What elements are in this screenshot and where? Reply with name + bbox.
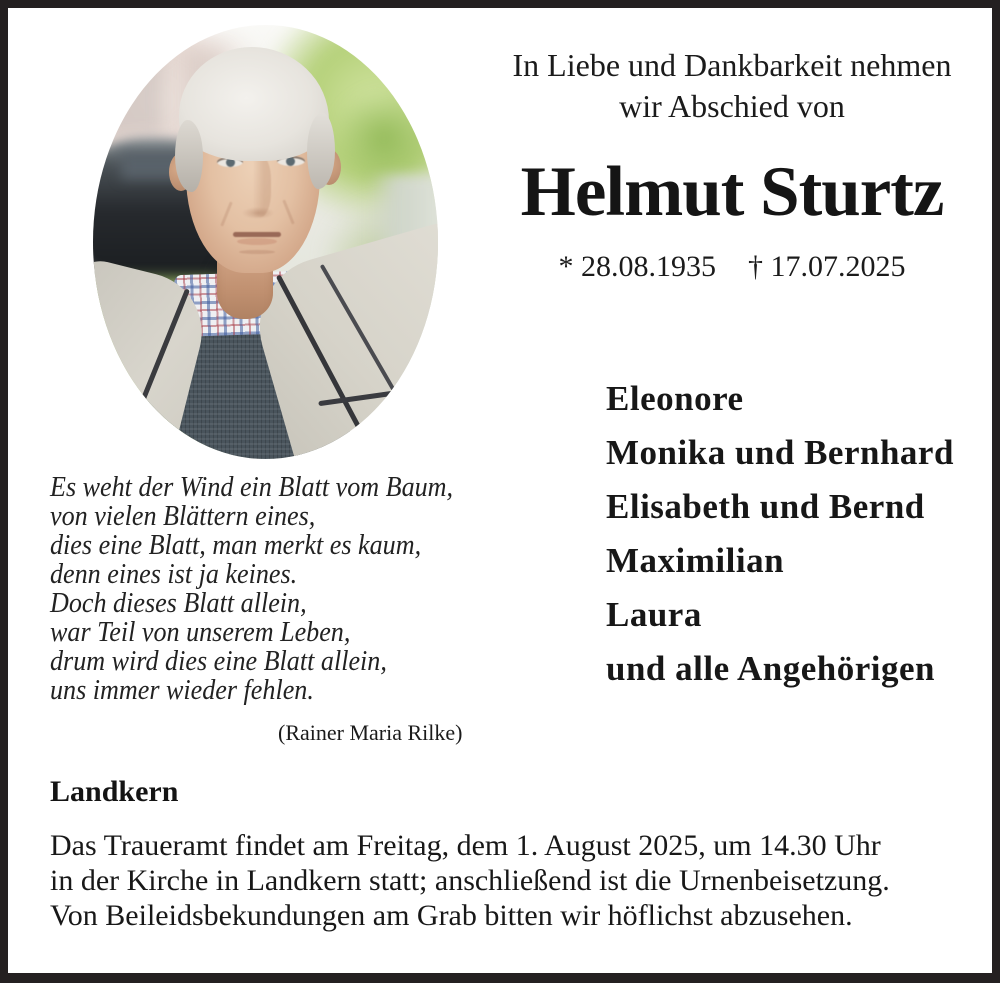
photo-bg-window — [105, 55, 163, 135]
announcement-line: Das Traueramt findet am Freitag, dem 1. August 2025, um 14.30 Uhr — [50, 829, 881, 862]
memorial-poem — [50, 473, 453, 705]
intro-line-2: wir Abschied von — [619, 88, 845, 124]
photo-nose-shadow — [242, 207, 274, 219]
mourner-name: Monika und Bernhard — [606, 433, 954, 472]
funeral-announcement — [50, 828, 890, 933]
deceased-name: Helmut Sturtz — [520, 153, 944, 231]
poem-line: drum wird dies eine Blatt allein, — [50, 645, 387, 677]
announcement-line: Von Beileidsbekundungen am Grab bitten wir höflichst abzusehen. — [50, 899, 853, 932]
poem-line: uns immer wieder fehlen. — [50, 674, 314, 706]
poem-line: Doch dieses Blatt allein, — [50, 587, 307, 619]
poem-line: denn eines ist ja keines. — [50, 558, 298, 590]
poem-line: war Teil von unserem Leben, — [50, 616, 351, 648]
mourners-list — [606, 372, 954, 696]
portrait-photo — [93, 25, 438, 459]
mourner-name: Elisabeth und Bernd — [606, 487, 925, 526]
poem-line: Es weht der Wind ein Blatt vom Baum, — [50, 471, 454, 503]
intro-line-1: In Liebe und Dankbarkeit nehmen — [512, 47, 952, 83]
poem-line: dies eine Blatt, man merkt es kaum, — [50, 529, 422, 561]
poem-attribution: (Rainer Maria Rilke) — [278, 720, 463, 745]
announcement-line: in der Kirche in Landkern statt; anschließend ist die Urnenbeisetzung. — [50, 864, 890, 897]
poem-line: von vielen Blättern eines, — [50, 500, 316, 532]
death-date: † 17.07.2025 — [748, 250, 906, 283]
location-heading: Landkern — [50, 775, 179, 808]
mourner-name: Eleonore — [606, 379, 744, 418]
mourner-name: Maximilian — [606, 541, 785, 580]
intro-text — [500, 45, 964, 127]
photo-chin-crease — [239, 250, 275, 254]
mourner-name: Laura — [606, 595, 702, 634]
photo-hair-side — [175, 120, 203, 192]
life-dates — [500, 252, 964, 282]
mourner-name: und alle Angehörigen — [606, 649, 935, 688]
photo-mouth — [233, 232, 281, 237]
photo-lip — [237, 238, 277, 245]
birth-date: * 28.08.1935 — [558, 250, 716, 283]
